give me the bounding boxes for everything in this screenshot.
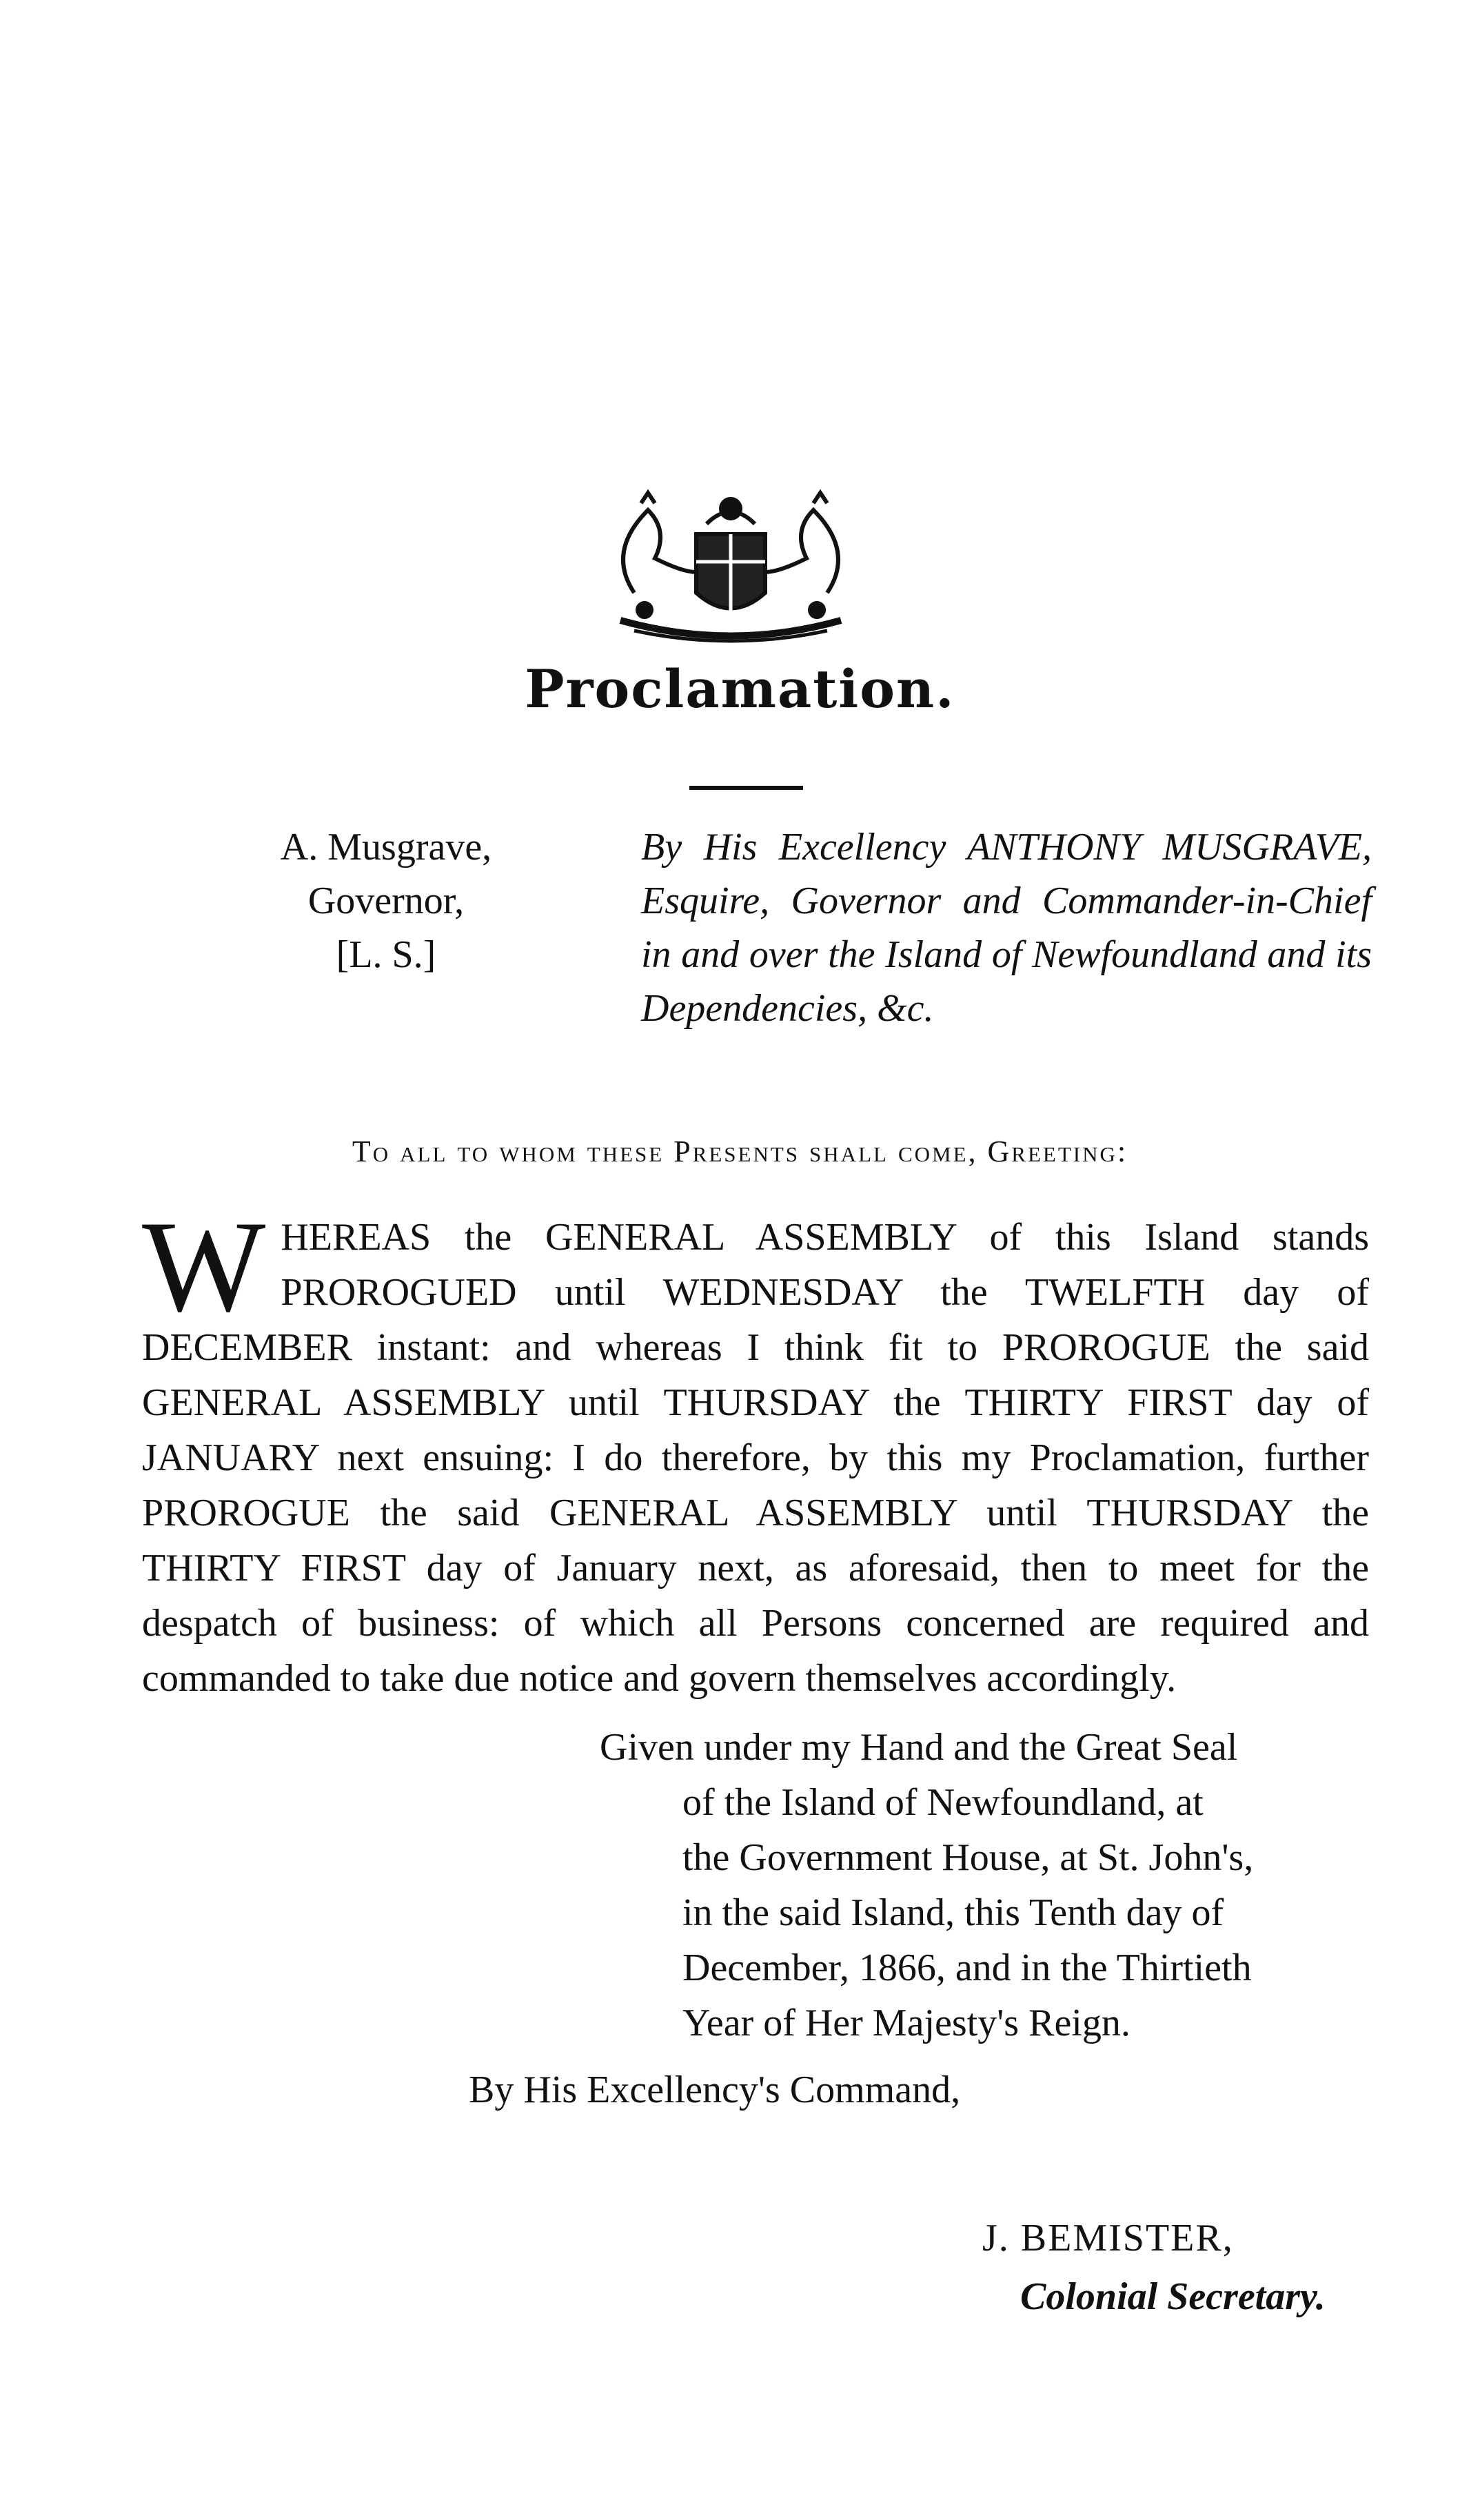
proclamation-body [142,1195,1369,1706]
given-line: December, 1866, and in the Thirtieth [682,1947,1252,1989]
greeting-line: To all to whom these Presents shall come, Greeting: [352,1135,1128,1168]
command-line: By His Excellency's Command, [469,2069,961,2111]
signer-title: Colonial Secretary. [1020,2275,1326,2318]
royal-coat-of-arms-icon [593,482,869,648]
governor-block [207,820,565,982]
drop-cap: W [142,1195,266,1339]
given-line: in the said Island, this Tenth day of [682,1891,1224,1934]
proclamation-heading: Proclamation. [525,658,955,720]
signer-name: J. BEMISTER, [982,2217,1234,2259]
given-line: the Government House, at St. John's, [682,1836,1254,1879]
given-line: Given under my Hand and the Great Seal [600,1726,1238,1769]
seal-mark: [L. S.] [336,933,436,976]
excellency-titles: By His Excellency ANTHONY MUSGRAVE, Esquire, Governor and Commander-in-Chief in and over the Island of Newfoundland and its Dependencies, &c. [641,826,1372,1030]
given-line: of the Island of Newfoundland, at [682,1781,1204,1824]
divider-rule [689,786,803,790]
given-under-block [600,1720,1372,2051]
given-line: Year of Her Majesty's Reign. [682,2002,1131,2044]
body-paragraph: HEREAS the GENERAL ASSEMBLY of this Island stands PROROGUED until WEDNESDAY the TWELFTH day of DECEMBER instant: and whereas I think fit to PROROGUE the said GENERAL ASSEMBLY until THURSDAY the THIRTY FIRST day of JANUARY next ensuing: I do therefore, by this my Proclamation, further PROROGUE the said GENERAL ASSEMBLY until THURSDAY the THIRTY FIRST day of January next, as aforesaid, then to meet for the despatch of business: of which all Persons concerned are required and commanded to take due notice and govern themselves accordingly. [142,1216,1369,1700]
governor-name: A. Musgrave, [280,826,492,868]
governor-title: Governor, [307,880,465,922]
